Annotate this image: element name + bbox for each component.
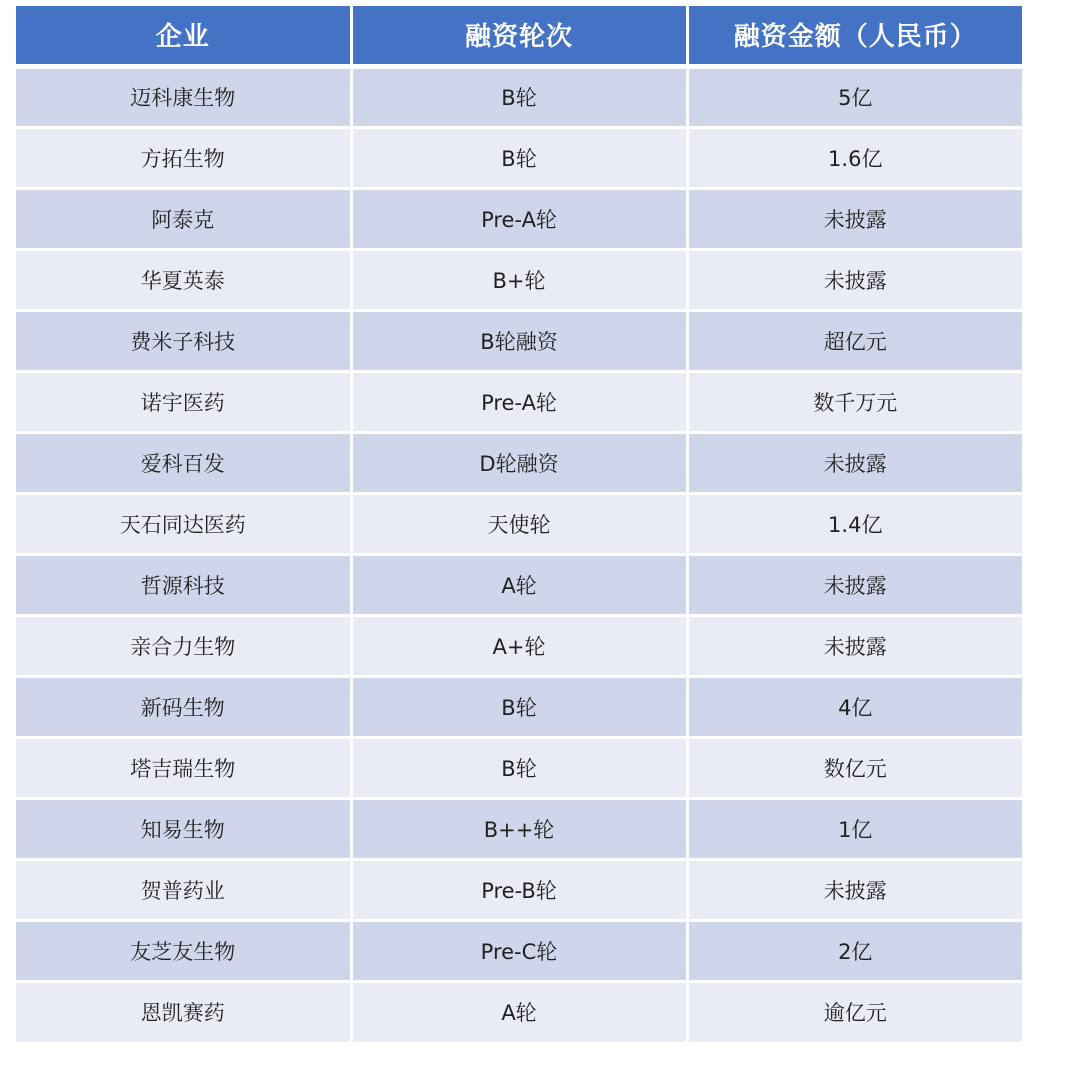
cell-amount: 数亿元	[687, 737, 1022, 798]
financing-table-container	[16, 6, 1022, 1042]
cell-amount: 未披露	[687, 859, 1022, 920]
cell-company: 费米子科技	[16, 310, 351, 371]
cell-amount: 2亿	[687, 920, 1022, 981]
cell-round: B++轮	[351, 798, 687, 859]
cell-company: 迈科康生物	[16, 66, 351, 127]
cell-company: 恩凯赛药	[16, 981, 351, 1042]
header-round: 融资轮次	[351, 6, 687, 66]
cell-amount: 逾亿元	[687, 981, 1022, 1042]
cell-company: 华夏英泰	[16, 249, 351, 310]
cell-round: 天使轮	[351, 493, 687, 554]
table-row	[16, 493, 1022, 554]
cell-round: Pre-A轮	[351, 188, 687, 249]
table-row	[16, 249, 1022, 310]
cell-company: 友芝友生物	[16, 920, 351, 981]
table-row	[16, 127, 1022, 188]
table-body	[16, 66, 1022, 1042]
table-row	[16, 798, 1022, 859]
cell-round: A轮	[351, 981, 687, 1042]
cell-round: B+轮	[351, 249, 687, 310]
cell-company: 新码生物	[16, 676, 351, 737]
cell-amount: 超亿元	[687, 310, 1022, 371]
table-row	[16, 188, 1022, 249]
table-row	[16, 615, 1022, 676]
cell-round: B轮	[351, 676, 687, 737]
cell-amount: 数千万元	[687, 371, 1022, 432]
cell-amount: 1.4亿	[687, 493, 1022, 554]
cell-round: B轮融资	[351, 310, 687, 371]
cell-amount: 未披露	[687, 554, 1022, 615]
cell-company: 诺宇医药	[16, 371, 351, 432]
cell-company: 阿泰克	[16, 188, 351, 249]
cell-company: 哲源科技	[16, 554, 351, 615]
cell-round: Pre-B轮	[351, 859, 687, 920]
cell-company: 亲合力生物	[16, 615, 351, 676]
cell-amount: 未披露	[687, 249, 1022, 310]
cell-amount: 未披露	[687, 432, 1022, 493]
table-row	[16, 859, 1022, 920]
table-row	[16, 66, 1022, 127]
cell-amount: 1.6亿	[687, 127, 1022, 188]
table-row	[16, 981, 1022, 1042]
cell-company: 塔吉瑞生物	[16, 737, 351, 798]
cell-round: Pre-C轮	[351, 920, 687, 981]
table-row	[16, 737, 1022, 798]
header-row	[16, 6, 1022, 66]
cell-round: A轮	[351, 554, 687, 615]
cell-round: D轮融资	[351, 432, 687, 493]
cell-amount: 未披露	[687, 188, 1022, 249]
table-row	[16, 554, 1022, 615]
cell-round: A+轮	[351, 615, 687, 676]
table-row	[16, 310, 1022, 371]
cell-amount: 4亿	[687, 676, 1022, 737]
table-row	[16, 371, 1022, 432]
header-company: 企业	[16, 6, 351, 66]
header-amount: 融资金额（人民币）	[687, 6, 1022, 66]
cell-amount: 1亿	[687, 798, 1022, 859]
cell-amount: 未披露	[687, 615, 1022, 676]
cell-amount: 5亿	[687, 66, 1022, 127]
table-row	[16, 432, 1022, 493]
table-row	[16, 920, 1022, 981]
table-header	[16, 6, 1022, 66]
cell-company: 天石同达医药	[16, 493, 351, 554]
cell-company: 方拓生物	[16, 127, 351, 188]
cell-round: Pre-A轮	[351, 371, 687, 432]
financing-table	[16, 6, 1022, 1042]
cell-company: 贺普药业	[16, 859, 351, 920]
cell-round: B轮	[351, 127, 687, 188]
cell-company: 爱科百发	[16, 432, 351, 493]
table-row	[16, 676, 1022, 737]
cell-round: B轮	[351, 737, 687, 798]
cell-round: B轮	[351, 66, 687, 127]
cell-company: 知易生物	[16, 798, 351, 859]
